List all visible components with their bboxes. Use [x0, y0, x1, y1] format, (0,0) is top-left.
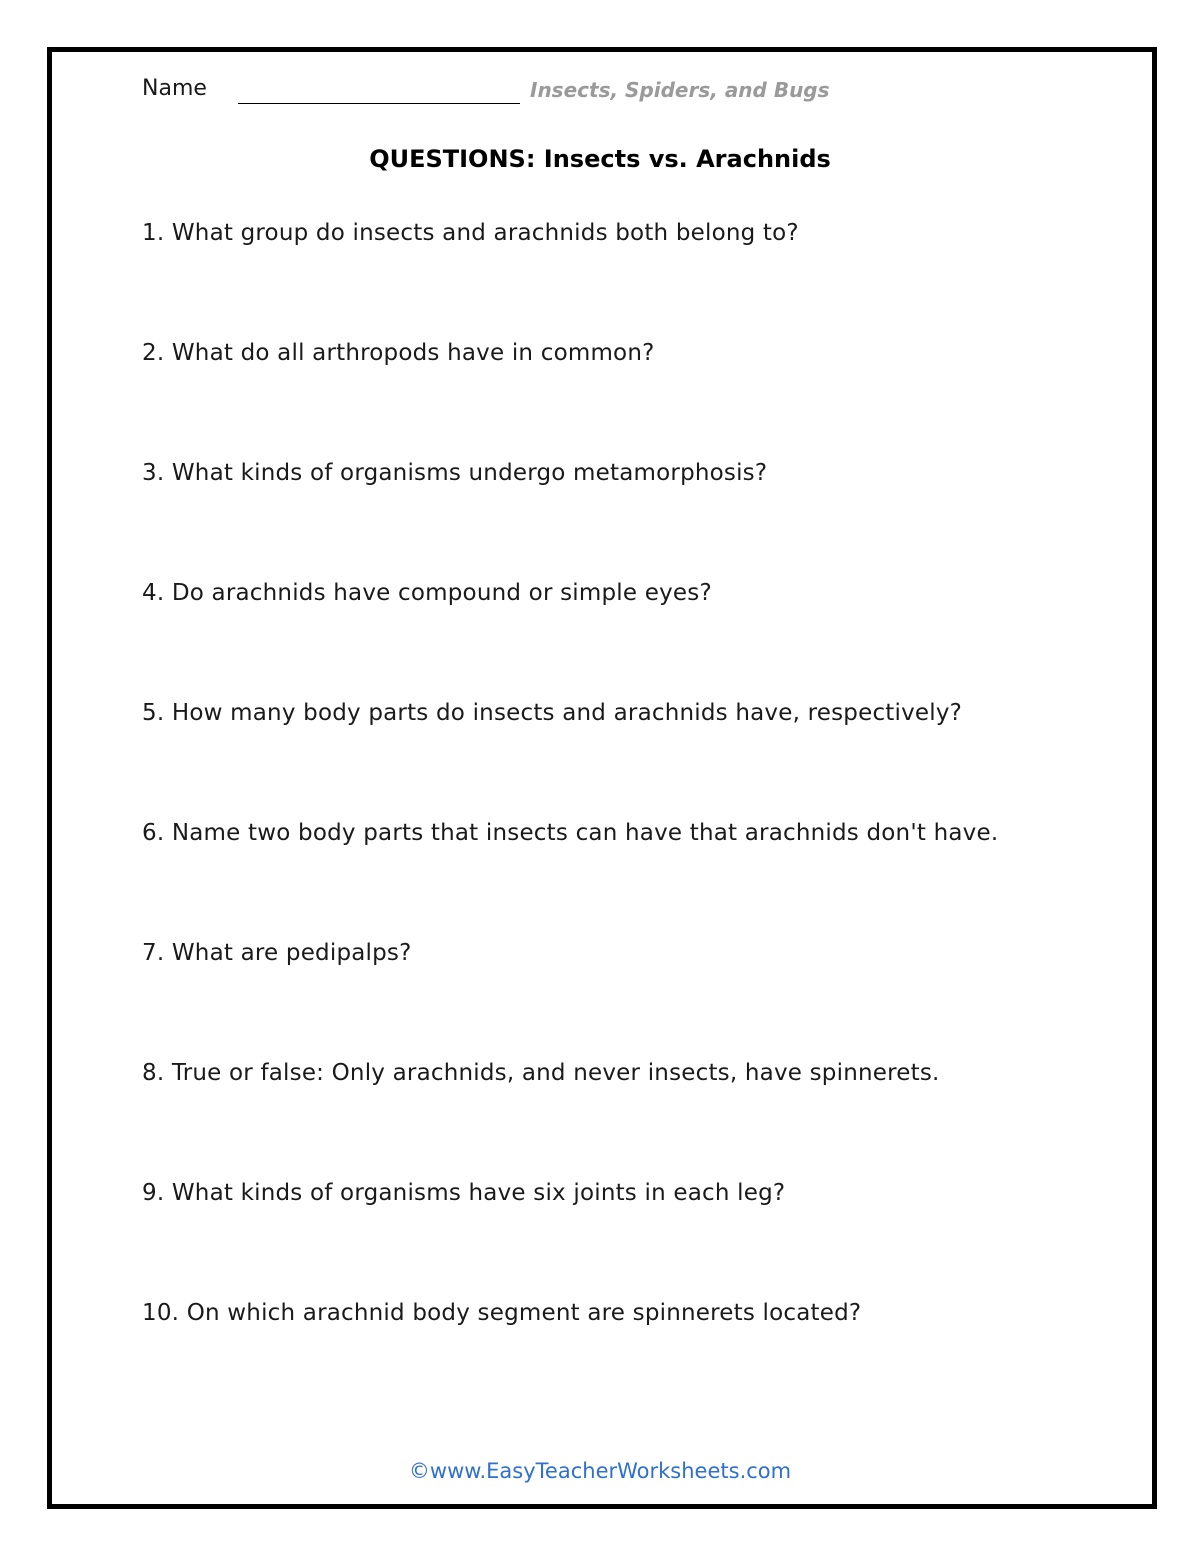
question-item: 5. How many body parts do insects and arachnids have, respectively? — [142, 700, 963, 726]
worksheet-subject: Insects, Spiders, and Bugs — [530, 78, 830, 102]
question-item: 7. What are pedipalps? — [142, 940, 412, 966]
question-item: 9. What kinds of organisms have six joints in each leg? — [142, 1180, 786, 1206]
name-blank-line — [238, 103, 520, 104]
question-item: 4. Do arachnids have compound or simple eyes? — [142, 580, 712, 606]
question-item: 8. True or false: Only arachnids, and never insects, have spinnerets. — [142, 1060, 940, 1086]
question-item: 10. On which arachnid body segment are spinnerets located? — [142, 1300, 862, 1326]
name-label: Name — [142, 76, 207, 101]
question-item: 3. What kinds of organisms undergo metamorphosis? — [142, 460, 768, 486]
question-item: 1. What group do insects and arachnids both belong to? — [142, 220, 799, 246]
worksheet-title: QUESTIONS: Insects vs. Arachnids — [369, 145, 831, 173]
footer-copyright-link[interactable]: ©www.EasyTeacherWorksheets.com — [408, 1459, 792, 1483]
question-item: 2. What do all arthropods have in common? — [142, 340, 655, 366]
question-list — [142, 216, 1102, 1416]
question-item: 6. Name two body parts that insects can have that arachnids don't have. — [142, 820, 999, 846]
